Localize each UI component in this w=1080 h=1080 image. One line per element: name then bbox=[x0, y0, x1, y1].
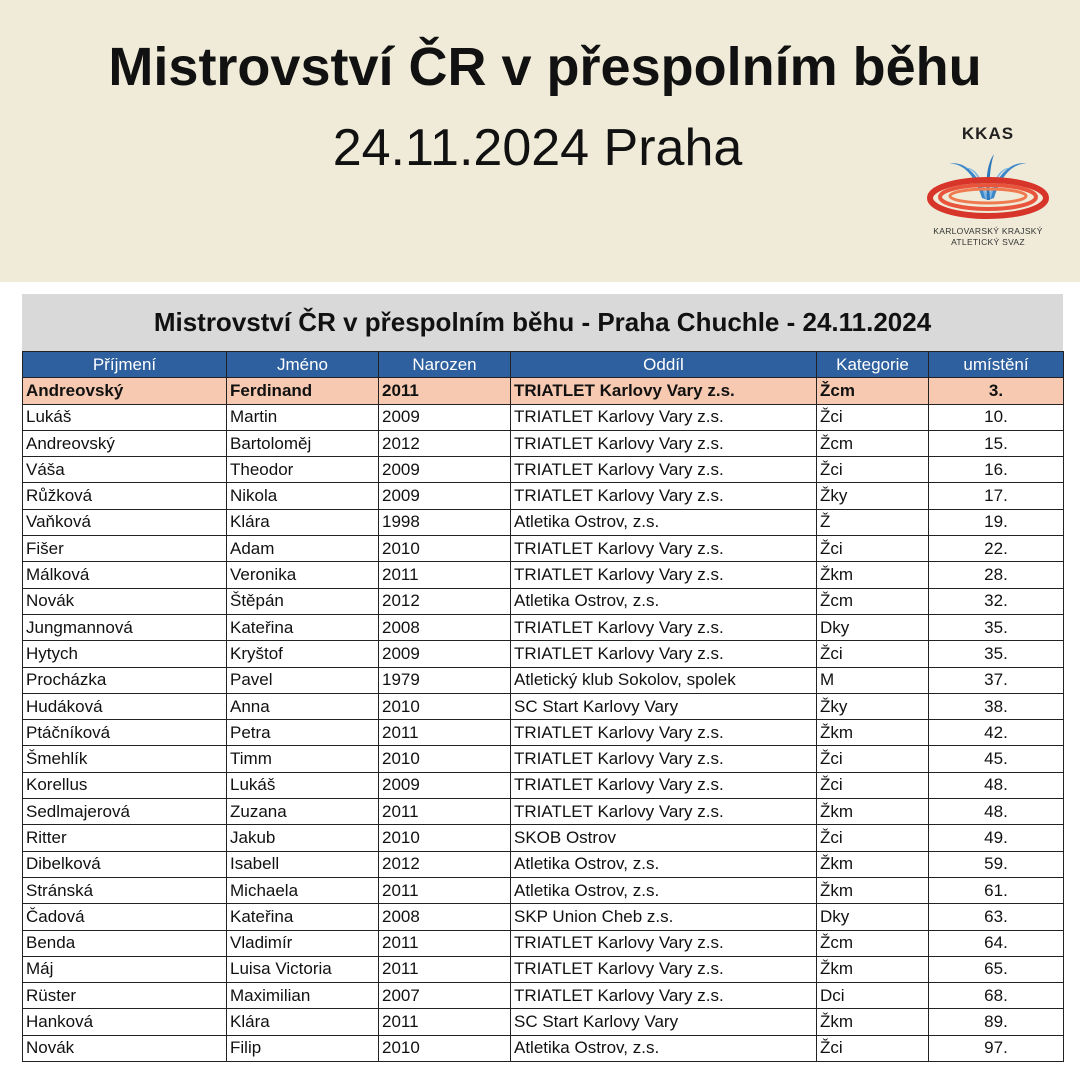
club-cell: TRIATLET Karlovy Vary z.s. bbox=[511, 404, 817, 430]
surname-cell: Sedlmajerová bbox=[23, 799, 227, 825]
born-cell: 2009 bbox=[379, 641, 511, 667]
club-cell: TRIATLET Karlovy Vary z.s. bbox=[511, 378, 817, 404]
table-row bbox=[23, 614, 1064, 640]
header-col-category: Kategorie bbox=[817, 352, 929, 378]
table-row bbox=[23, 851, 1064, 877]
table-row bbox=[23, 430, 1064, 456]
surname-cell: Máj bbox=[23, 956, 227, 982]
firstname-cell: Kateřina bbox=[227, 614, 379, 640]
category-cell: Žci bbox=[817, 825, 929, 851]
placement-cell: 48. bbox=[929, 799, 1064, 825]
placement-cell: 22. bbox=[929, 536, 1064, 562]
surname-cell: Hanková bbox=[23, 1009, 227, 1035]
born-cell: 1979 bbox=[379, 667, 511, 693]
born-cell: 2012 bbox=[379, 588, 511, 614]
placement-cell: 38. bbox=[929, 693, 1064, 719]
born-cell: 2010 bbox=[379, 825, 511, 851]
club-cell: Atletika Ostrov, z.s. bbox=[511, 509, 817, 535]
club-cell: TRIATLET Karlovy Vary z.s. bbox=[511, 483, 817, 509]
firstname-cell: Theodor bbox=[227, 457, 379, 483]
surname-cell: Růžková bbox=[23, 483, 227, 509]
category-cell: Žci bbox=[817, 536, 929, 562]
firstname-cell: Filip bbox=[227, 1035, 379, 1061]
born-cell: 2008 bbox=[379, 614, 511, 640]
placement-cell: 64. bbox=[929, 930, 1064, 956]
firstname-cell: Petra bbox=[227, 720, 379, 746]
table-row bbox=[23, 457, 1064, 483]
table-row bbox=[23, 667, 1064, 693]
surname-cell: Andreovský bbox=[23, 430, 227, 456]
placement-cell: 65. bbox=[929, 956, 1064, 982]
club-cell: TRIATLET Karlovy Vary z.s. bbox=[511, 536, 817, 562]
kkas-logo bbox=[918, 120, 1058, 255]
club-cell: TRIATLET Karlovy Vary z.s. bbox=[511, 457, 817, 483]
fountain-track-icon bbox=[918, 142, 1058, 222]
surname-cell: Málková bbox=[23, 562, 227, 588]
surname-cell: Novák bbox=[23, 588, 227, 614]
logo-line-2: ATLETICKÝ SVAZ bbox=[951, 237, 1025, 247]
category-cell: Žkm bbox=[817, 720, 929, 746]
table-row bbox=[23, 746, 1064, 772]
club-cell: TRIATLET Karlovy Vary z.s. bbox=[511, 614, 817, 640]
category-cell: Žkm bbox=[817, 877, 929, 903]
born-cell: 2011 bbox=[379, 877, 511, 903]
born-cell: 2008 bbox=[379, 904, 511, 930]
placement-cell: 35. bbox=[929, 641, 1064, 667]
firstname-cell: Klára bbox=[227, 509, 379, 535]
club-cell: SC Start Karlovy Vary bbox=[511, 1009, 817, 1035]
category-cell: Žci bbox=[817, 1035, 929, 1061]
placement-cell: 28. bbox=[929, 562, 1064, 588]
category-cell: Ž bbox=[817, 509, 929, 535]
logo-line-1: KARLOVARSKÝ KRAJSKÝ bbox=[933, 226, 1043, 236]
header-col-firstname: Jméno bbox=[227, 352, 379, 378]
club-cell: Atletika Ostrov, z.s. bbox=[511, 1035, 817, 1061]
surname-cell: Stránská bbox=[23, 877, 227, 903]
category-cell: Žkm bbox=[817, 799, 929, 825]
firstname-cell: Anna bbox=[227, 693, 379, 719]
category-cell: Žcm bbox=[817, 378, 929, 404]
placement-cell: 15. bbox=[929, 430, 1064, 456]
firstname-cell: Luisa Victoria bbox=[227, 956, 379, 982]
born-cell: 2011 bbox=[379, 1009, 511, 1035]
table-row bbox=[23, 930, 1064, 956]
category-cell: Žci bbox=[817, 457, 929, 483]
club-cell: SKOB Ostrov bbox=[511, 825, 817, 851]
placement-cell: 3. bbox=[929, 378, 1064, 404]
results-table bbox=[22, 351, 1064, 1062]
surname-cell: Fišer bbox=[23, 536, 227, 562]
placement-cell: 32. bbox=[929, 588, 1064, 614]
placement-cell: 10. bbox=[929, 404, 1064, 430]
firstname-cell: Maximilian bbox=[227, 983, 379, 1009]
surname-cell: Šmehlík bbox=[23, 746, 227, 772]
category-cell: Žci bbox=[817, 772, 929, 798]
club-cell: TRIATLET Karlovy Vary z.s. bbox=[511, 430, 817, 456]
surname-cell: Benda bbox=[23, 930, 227, 956]
surname-cell: Ptáčníková bbox=[23, 720, 227, 746]
firstname-cell: Kryštof bbox=[227, 641, 379, 667]
born-cell: 2011 bbox=[379, 378, 511, 404]
surname-cell: Rüster bbox=[23, 983, 227, 1009]
table-row bbox=[23, 956, 1064, 982]
surname-cell: Ritter bbox=[23, 825, 227, 851]
firstname-cell: Ferdinand bbox=[227, 378, 379, 404]
category-cell: M bbox=[817, 667, 929, 693]
category-cell: Žky bbox=[817, 483, 929, 509]
club-cell: Atletika Ostrov, z.s. bbox=[511, 588, 817, 614]
born-cell: 2010 bbox=[379, 536, 511, 562]
born-cell: 2010 bbox=[379, 1035, 511, 1061]
born-cell: 2010 bbox=[379, 693, 511, 719]
table-row bbox=[23, 799, 1064, 825]
surname-cell: Novák bbox=[23, 1035, 227, 1061]
category-cell: Žcm bbox=[817, 430, 929, 456]
born-cell: 2011 bbox=[379, 956, 511, 982]
firstname-cell: Štěpán bbox=[227, 588, 379, 614]
category-cell: Dky bbox=[817, 904, 929, 930]
category-cell: Žky bbox=[817, 693, 929, 719]
placement-cell: 16. bbox=[929, 457, 1064, 483]
table-row bbox=[23, 641, 1064, 667]
category-cell: Žkm bbox=[817, 956, 929, 982]
page-title: Mistrovství ČR v přespolním běhu bbox=[108, 37, 982, 97]
born-cell: 2012 bbox=[379, 851, 511, 877]
category-cell: Žkm bbox=[817, 562, 929, 588]
surname-cell: Hytych bbox=[23, 641, 227, 667]
firstname-cell: Vladimír bbox=[227, 930, 379, 956]
club-cell: TRIATLET Karlovy Vary z.s. bbox=[511, 746, 817, 772]
born-cell: 2010 bbox=[379, 746, 511, 772]
table-row bbox=[23, 825, 1064, 851]
born-cell: 2012 bbox=[379, 430, 511, 456]
surname-cell: Vaňková bbox=[23, 509, 227, 535]
placement-cell: 35. bbox=[929, 614, 1064, 640]
placement-cell: 19. bbox=[929, 509, 1064, 535]
born-cell: 2009 bbox=[379, 483, 511, 509]
table-header-row bbox=[23, 352, 1064, 378]
placement-cell: 89. bbox=[929, 1009, 1064, 1035]
club-cell: Atletický klub Sokolov, spolek bbox=[511, 667, 817, 693]
placement-cell: 97. bbox=[929, 1035, 1064, 1061]
born-cell: 2007 bbox=[379, 983, 511, 1009]
club-cell: Atletika Ostrov, z.s. bbox=[511, 877, 817, 903]
born-cell: 2011 bbox=[379, 562, 511, 588]
category-cell: Žci bbox=[817, 404, 929, 430]
table-row bbox=[23, 772, 1064, 798]
born-cell: 2009 bbox=[379, 404, 511, 430]
category-cell: Žkm bbox=[817, 1009, 929, 1035]
category-cell: Žci bbox=[817, 746, 929, 772]
category-cell: Dci bbox=[817, 983, 929, 1009]
table-title: Mistrovství ČR v přespolním běhu - Praha Chuchle - 24.11.2024 bbox=[22, 294, 1063, 351]
table-row bbox=[23, 904, 1064, 930]
table-row bbox=[23, 877, 1064, 903]
firstname-cell: Klára bbox=[227, 1009, 379, 1035]
table-row bbox=[23, 1009, 1064, 1035]
firstname-cell: Zuzana bbox=[227, 799, 379, 825]
firstname-cell: Adam bbox=[227, 536, 379, 562]
table-row bbox=[23, 483, 1064, 509]
category-cell: Žci bbox=[817, 641, 929, 667]
club-cell: TRIATLET Karlovy Vary z.s. bbox=[511, 956, 817, 982]
firstname-cell: Kateřina bbox=[227, 904, 379, 930]
placement-cell: 17. bbox=[929, 483, 1064, 509]
header-col-placement: umístění bbox=[929, 352, 1064, 378]
firstname-cell: Jakub bbox=[227, 825, 379, 851]
category-cell: Žcm bbox=[817, 588, 929, 614]
born-cell: 1998 bbox=[379, 509, 511, 535]
header-banner bbox=[0, 0, 1080, 282]
header-col-surname: Příjmení bbox=[23, 352, 227, 378]
club-cell: TRIATLET Karlovy Vary z.s. bbox=[511, 799, 817, 825]
club-cell: Atletika Ostrov, z.s. bbox=[511, 851, 817, 877]
placement-cell: 37. bbox=[929, 667, 1064, 693]
club-cell: TRIATLET Karlovy Vary z.s. bbox=[511, 772, 817, 798]
table-row bbox=[23, 509, 1064, 535]
born-cell: 2011 bbox=[379, 720, 511, 746]
surname-cell: Jungmannová bbox=[23, 614, 227, 640]
table-row bbox=[23, 404, 1064, 430]
firstname-cell: Pavel bbox=[227, 667, 379, 693]
table-row bbox=[23, 536, 1064, 562]
firstname-cell: Bartoloměj bbox=[227, 430, 379, 456]
table-row bbox=[23, 983, 1064, 1009]
firstname-cell: Veronika bbox=[227, 562, 379, 588]
club-cell: SKP Union Cheb z.s. bbox=[511, 904, 817, 930]
table-row bbox=[23, 378, 1064, 404]
surname-cell: Hudáková bbox=[23, 693, 227, 719]
page-subtitle: 24.11.2024 Praha bbox=[332, 119, 743, 177]
table-row bbox=[23, 1035, 1064, 1061]
logo-name: KKAS bbox=[961, 124, 1015, 143]
firstname-cell: Michaela bbox=[227, 877, 379, 903]
club-cell: TRIATLET Karlovy Vary z.s. bbox=[511, 930, 817, 956]
club-cell: TRIATLET Karlovy Vary z.s. bbox=[511, 641, 817, 667]
surname-cell: Dibelková bbox=[23, 851, 227, 877]
table-row bbox=[23, 588, 1064, 614]
placement-cell: 68. bbox=[929, 983, 1064, 1009]
table-row bbox=[23, 562, 1064, 588]
surname-cell: Čadová bbox=[23, 904, 227, 930]
placement-cell: 59. bbox=[929, 851, 1064, 877]
placement-cell: 63. bbox=[929, 904, 1064, 930]
table-row bbox=[23, 720, 1064, 746]
firstname-cell: Timm bbox=[227, 746, 379, 772]
surname-cell: Andreovský bbox=[23, 378, 227, 404]
club-cell: TRIATLET Karlovy Vary z.s. bbox=[511, 720, 817, 746]
born-cell: 2009 bbox=[379, 457, 511, 483]
category-cell: Žcm bbox=[817, 930, 929, 956]
club-cell: SC Start Karlovy Vary bbox=[511, 693, 817, 719]
firstname-cell: Isabell bbox=[227, 851, 379, 877]
firstname-cell: Lukáš bbox=[227, 772, 379, 798]
placement-cell: 45. bbox=[929, 746, 1064, 772]
placement-cell: 49. bbox=[929, 825, 1064, 851]
placement-cell: 42. bbox=[929, 720, 1064, 746]
surname-cell: Korellus bbox=[23, 772, 227, 798]
club-cell: TRIATLET Karlovy Vary z.s. bbox=[511, 983, 817, 1009]
header-col-club: Oddíl bbox=[511, 352, 817, 378]
surname-cell: Váša bbox=[23, 457, 227, 483]
table-body bbox=[23, 378, 1064, 1062]
surname-cell: Lukáš bbox=[23, 404, 227, 430]
born-cell: 2009 bbox=[379, 772, 511, 798]
firstname-cell: Nikola bbox=[227, 483, 379, 509]
firstname-cell: Martin bbox=[227, 404, 379, 430]
placement-cell: 48. bbox=[929, 772, 1064, 798]
born-cell: 2011 bbox=[379, 930, 511, 956]
born-cell: 2011 bbox=[379, 799, 511, 825]
header-col-born: Narozen bbox=[379, 352, 511, 378]
club-cell: TRIATLET Karlovy Vary z.s. bbox=[511, 562, 817, 588]
category-cell: Žkm bbox=[817, 851, 929, 877]
table-row bbox=[23, 693, 1064, 719]
surname-cell: Procházka bbox=[23, 667, 227, 693]
placement-cell: 61. bbox=[929, 877, 1064, 903]
category-cell: Dky bbox=[817, 614, 929, 640]
